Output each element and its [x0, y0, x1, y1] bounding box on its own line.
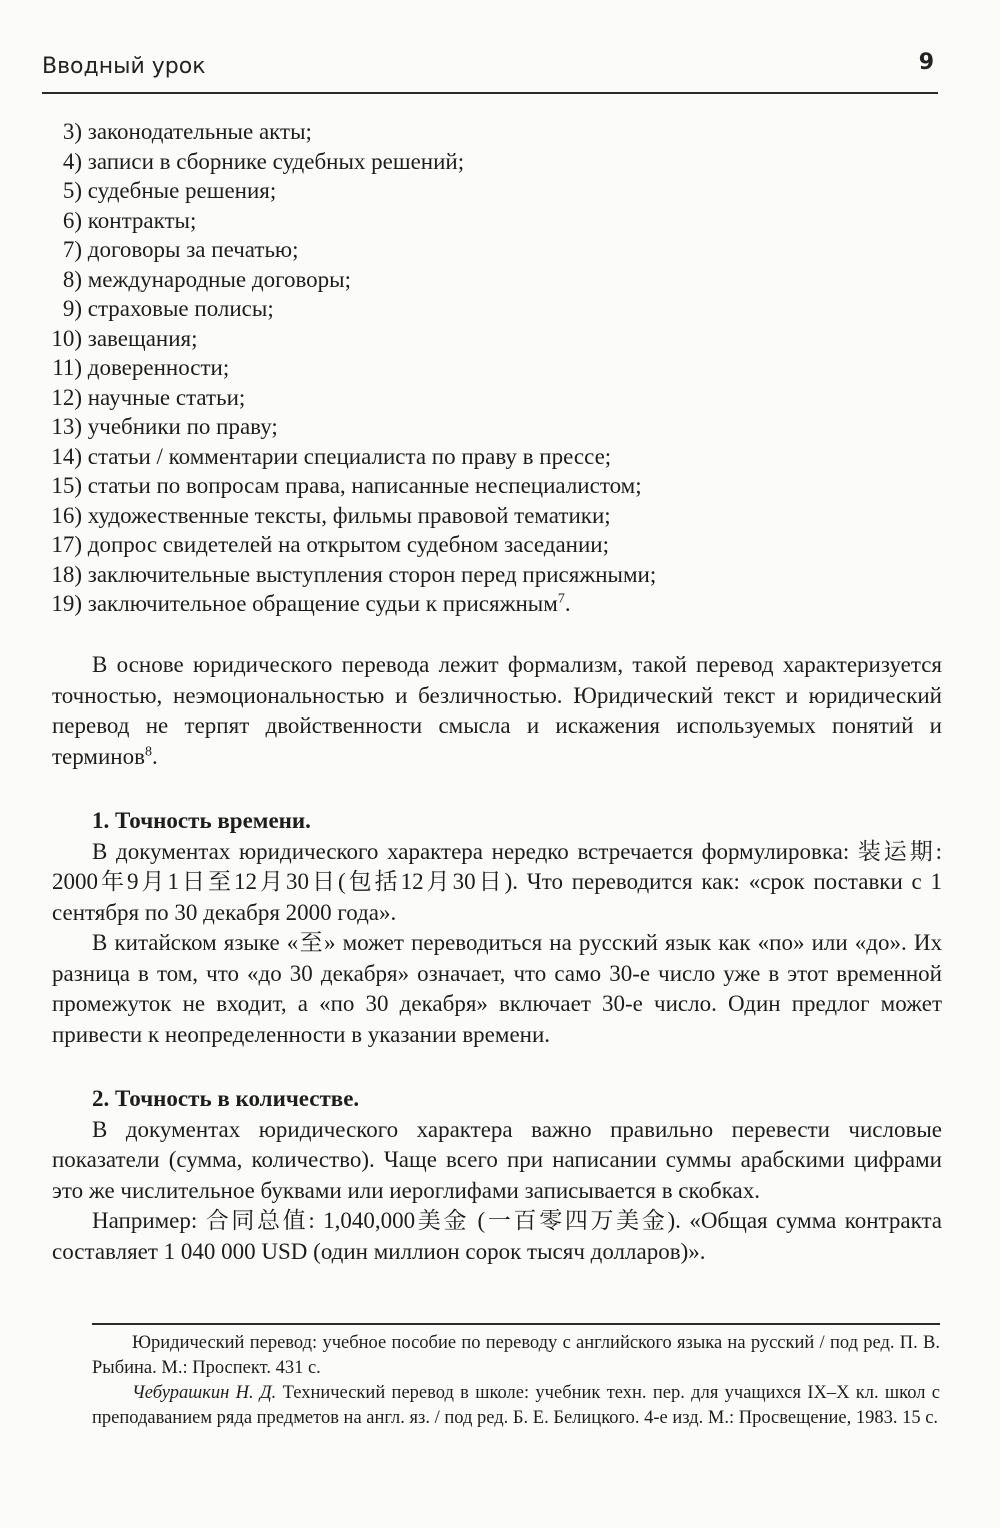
list-item-text: завещания;: [87, 325, 198, 351]
list-item-number: 3): [62, 119, 82, 144]
list-item-text: допрос свидетелей на открытом судебном заседании;: [87, 532, 610, 557]
list-item-number: 16): [51, 502, 82, 528]
footnote: [92, 1331, 940, 1381]
list-item: [40, 589, 940, 619]
list-item-text: законодательные акты;: [87, 119, 312, 144]
list-item-number: 8): [62, 266, 82, 292]
intro-end: .: [151, 743, 158, 769]
list-item-text: заключительные выступления сторон перед присяжными;: [87, 561, 657, 587]
list-item: [40, 383, 940, 413]
list-item-text: статьи / комментарии специалиста по праву в прессе;: [87, 443, 612, 469]
list-item: [40, 206, 940, 236]
section-heading: 2. Точность в количестве.: [92, 1086, 360, 1111]
footnote-ref: 7: [557, 591, 565, 607]
list-item: [40, 501, 940, 531]
list-item: [40, 471, 940, 501]
list-item-text: научные статьи;: [87, 384, 246, 410]
list-item-text: записи в сборнике судебных решений;: [87, 148, 465, 174]
footnotes: [92, 1323, 940, 1431]
list-item: [40, 442, 940, 472]
list-item-text: договоры за печатью;: [87, 237, 299, 262]
list-item-number: 12): [51, 384, 82, 410]
list-item-number: 10): [51, 325, 82, 351]
document-types-list: [40, 117, 940, 619]
list-item-number: 9): [62, 296, 82, 321]
page-number: 9: [918, 50, 934, 75]
section-paragraph: В документах юридического характера нередко встречается формулировка: 装运期: 2000年9月1日至12月30日(包括12月30日). Что переводится как: «срок поставки с 1 сентября по 30 декабря 2000 года».: [52, 838, 942, 925]
list-item-number: 17): [51, 532, 82, 557]
list-item-number: 19): [51, 591, 82, 616]
list-item-text: доверенности;: [87, 355, 230, 380]
list-item: [40, 560, 940, 590]
footnote-text: Технический перевод в школе: учебник техн. пер. для учащихся IX–X кл. школ с преподаванием ряда предметов на англ. яз. / под ред. Б. Е. Белицкого. 4-е изд. М.: Просвещение, 1983. 15 с.: [92, 1383, 940, 1428]
list-item-text: контракты;: [87, 207, 197, 233]
section-paragraph: В китайском языке «至» может переводиться на русский язык как «по» или «до». Их разница в том, что «до 30 декабря» означает, что само 30-е число уже в этот временной промежуток не входит, а «по 30 декабря» включает 30-е число. Один предлог может привести к неопределенности в указании времени.: [52, 930, 942, 1047]
list-item-number: 7): [62, 237, 82, 262]
list-item: [40, 324, 940, 354]
list-item: [40, 294, 940, 324]
section-paragraph: Например: 合同总值: 1,040,000美金 (一百零四万美金). «Общая сумма контракта составляет 1 040 000 USD (один миллион сорок тысяч долларов)».: [52, 1208, 942, 1264]
list-item-number: 18): [51, 561, 82, 587]
list-item: [40, 353, 940, 383]
list-item: [40, 265, 940, 295]
list-item-number: 5): [62, 178, 82, 203]
footnote-author: Чебурашкин Н. Д.: [132, 1383, 277, 1403]
list-item-text: международные договоры;: [87, 266, 351, 292]
main-text: [52, 650, 942, 1267]
list-item-text: учебники по праву;: [87, 414, 278, 439]
page-header: [42, 50, 938, 94]
list-item-number: 6): [62, 207, 82, 233]
footnote-ref: 8: [144, 743, 152, 759]
footnote-text: Юридический перевод: учебное пособие по переводу с английского языка на русский / под ред. П. В. Рыбина. М.: Проспект. 431 с.: [92, 1333, 940, 1378]
section-paragraph: В документах юридического характера важно правильно перевести числовые показатели (сумма, количество). Чаще всего при написании суммы арабскими цифрами это же числительное буквами или иероглифами записывается в скобках.: [52, 1116, 942, 1203]
footnote: [92, 1381, 940, 1431]
list-item-end: .: [564, 591, 571, 616]
list-item-text: заключительное обращение судьи к присяжным: [87, 591, 558, 616]
list-item: [40, 176, 940, 206]
list-item: [40, 412, 940, 442]
intro-paragraph: [52, 650, 942, 772]
running-title: Вводный урок: [42, 54, 206, 79]
intro-text: В основе юридического перевода лежит формализм, такой перевод характеризуется точностью, неэмоциональностью и безличностью. Юридический текст и юридический перевод не терпят двойственности смысла и искажения используемых понятий и терминов: [52, 652, 942, 769]
list-item: [40, 117, 940, 147]
list-item: [40, 530, 940, 560]
list-item-text: страховые полисы;: [87, 296, 274, 321]
list-item-text: судебные решения;: [87, 178, 277, 203]
list-item-number: 11): [52, 355, 82, 380]
list-item-number: 14): [51, 443, 82, 469]
list-item: [40, 147, 940, 177]
section-heading: 1. Точность времени.: [92, 808, 311, 833]
list-item-text: художественные тексты, фильмы правовой тематики;: [87, 502, 611, 528]
list-item-text: статьи по вопросам права, написанные неспециалистом;: [87, 473, 642, 498]
list-item-number: 15): [51, 473, 82, 498]
list-item-number: 4): [62, 148, 82, 174]
list-item: [40, 235, 940, 265]
list-item-number: 13): [51, 414, 82, 439]
